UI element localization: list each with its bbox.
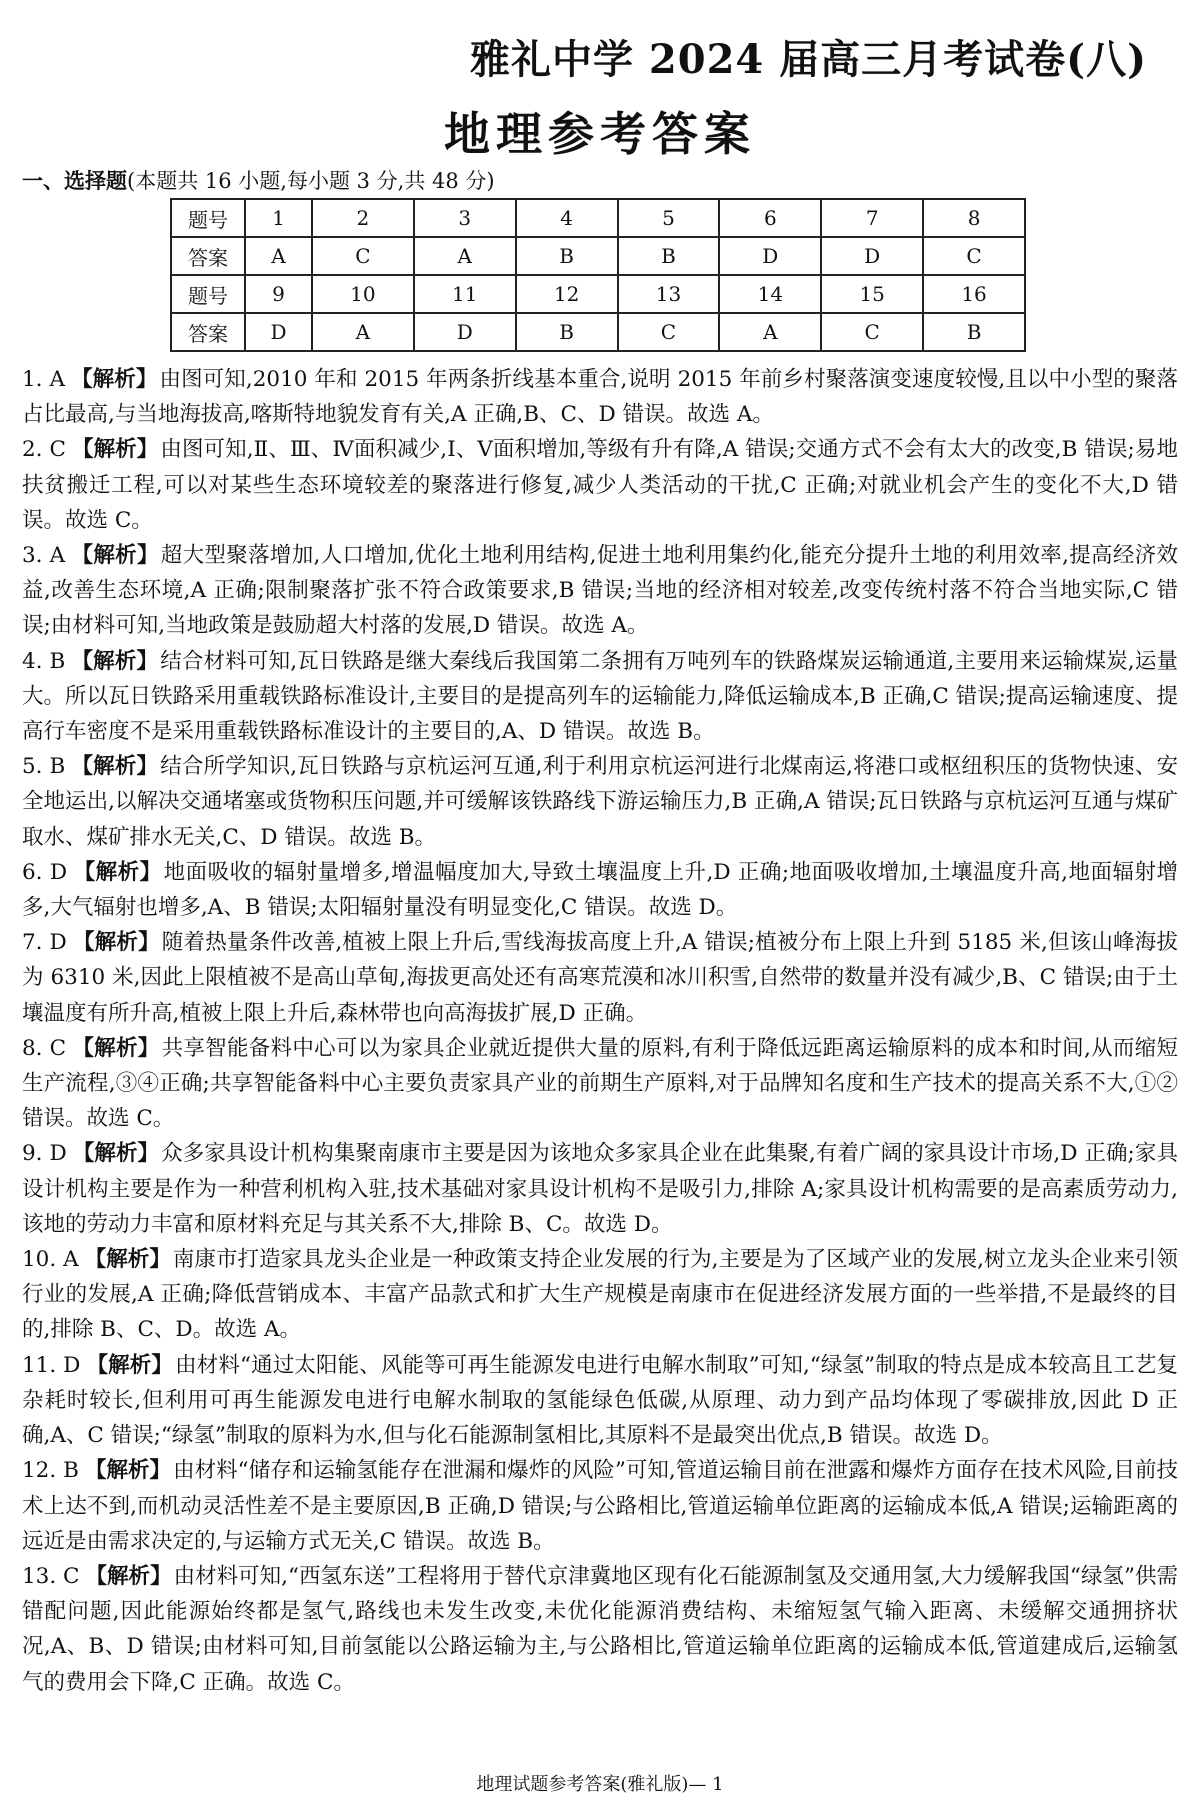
table-cell: B [923, 313, 1025, 351]
table-row [171, 237, 1025, 275]
analysis-text: 结合材料可知,瓦日铁路是继大秦线后我国第二条拥有万吨列车的铁路煤炭运输通道,主要用来运输煤炭,运量大。所以瓦日铁路采用重载铁路标准设计,主要目的是提高列车的运输能力,降低运输成本,B 正确,C 错误;提高运输速度、提高行车密度不是采用重载铁路标准设计的主要目的,A、D 错误。故选 B。 [22, 648, 1178, 745]
table-cell: 1 [245, 199, 312, 237]
analysis-text: 结合所学知识,瓦日铁路与京杭运河互通,利于利用京杭运河进行北煤南运,将港口或枢纽积压的货物快速、安全地运出,以解决交通堵塞或货物积压问题,并可缓解该铁路线下游运输压力,B 正确,A 错误;瓦日铁路与京杭运河互通与煤矿取水、煤矿排水无关,C、D 错误。故选 B。 [22, 754, 1178, 850]
table-cell: 11 [414, 275, 516, 313]
analysis-text: 由图可知,Ⅱ、Ⅲ、Ⅳ面积减少,Ⅰ、Ⅴ面积增加,等级有升有降,A 错误;交通方式不会有太大的改变,B 错误;易地扶贫搬迁工程,可以对某些生态环境较差的聚落进行修复,减少人类活动的干扰,C 正确;对就业机会产生的变化不大,D 错误。故选 C。 [22, 437, 1178, 533]
table-cell: A [719, 313, 821, 351]
analysis-tag: 【解析】 [85, 1563, 172, 1589]
section-heading [22, 165, 495, 195]
analysis-text: 地面吸收的辐射量增多,增温幅度加大,导致土壤温度上升,D 正确;地面吸收增加,土壤温度升高,地面辐射增多,大气辐射也增多,A、B 错误;太阳辐射量没有明显变化,C 错误。故选 D。 [22, 859, 1178, 921]
question-answer: 2. C [22, 437, 66, 463]
list-item [22, 1559, 1178, 1700]
analysis-text: 由材料“储存和运输氢能存在泄漏和爆炸的风险”可知,管道运输目前在泄露和爆炸方面存在技术风险,目前技术上达不到,而机动灵活性差不是主要原因,B 正确,D 错误;与公路相比,管道运输单位距离的运输成本低,A 错误;运输距离的远近是由需求决定的,与运输方式无关,C 错误。故选 B。 [22, 1458, 1178, 1554]
table-cell: 14 [719, 275, 821, 313]
analysis-tag: 【解析】 [84, 1247, 171, 1273]
table-cell: 4 [516, 199, 618, 237]
row-header: 答案 [171, 313, 245, 351]
row-header: 答案 [171, 237, 245, 275]
analysis-tag: 【解析】 [71, 648, 159, 674]
analysis-text: 超大型聚落增加,人口增加,优化土地利用结构,促进土地利用集约化,能充分提升土地的利用效率,提高经济效益,改善生态环境,A 正确;限制聚落扩张不符合政策要求,B 错误;当地的经济相对较差,改变传统村落不符合当地实际,C 错误;由材料可知,当地政策是鼓励超大村落的发展,D 错误。故选 A。 [22, 543, 1178, 639]
table-cell: B [516, 237, 618, 275]
analysis-tag: 【解析】 [70, 367, 158, 392]
question-answer: 12. B [22, 1458, 79, 1484]
question-answer: 13. C [22, 1563, 80, 1589]
table-cell: 16 [923, 275, 1025, 313]
analysis-tag: 【解析】 [86, 1352, 174, 1378]
analysis-tag: 【解析】 [71, 543, 159, 569]
list-item [22, 1031, 1178, 1137]
answer-key-title: 地理参考答案 [444, 107, 756, 161]
analysis-tag: 【解析】 [72, 930, 160, 956]
table-cell: C [923, 237, 1025, 275]
list-item [22, 1348, 1178, 1454]
analysis-text: 随着热量条件改善,植被上限上升后,雪线海拔高度上升,A 错误;植被分布上限上升到 5185 米,但该山峰海拔为 6310 米,因此上限植被不是高山草甸,海拔更高处还有高寒荒漠和冰川积雪,自然带的数量并没有减少,B、C 错误;由于土壤温度有所升高,植被上限上升后,森林带也向高海拔扩展,D 正确。 [22, 930, 1178, 1026]
explanation-list [22, 362, 1178, 1700]
list-item [22, 855, 1178, 925]
analysis-tag: 【解析】 [71, 437, 159, 463]
table-cell: A [312, 313, 414, 351]
table-cell: 13 [618, 275, 720, 313]
table-cell: C [821, 313, 923, 351]
table-cell: 5 [618, 199, 720, 237]
question-answer: 7. D [22, 930, 67, 956]
question-answer: 4. B [22, 648, 66, 674]
table-cell: A [245, 237, 312, 275]
section-note: (本题共 16 小题,每小题 3 分,共 48 分) [127, 169, 495, 193]
question-answer: 5. B [22, 754, 66, 780]
list-item [22, 644, 1178, 750]
analysis-text: 由材料可知,“西氢东送”工程将用于替代京津冀地区现有化石能源制氢及交通用氢,大力缓解我国“绿氢”供需错配问题,因此能源始终都是氢气,路线也未发生改变,未优化能源消费结构、未缩短氢气输入距离、未缓解交通拥挤状况,A、B、D 错误;由材料可知,目前氢能以公路运输为主,与公路相比,管道运输单位距离的运输成本低,管道建成后,运输氢气的费用会下降,C 正确。故选 C。 [22, 1563, 1178, 1695]
question-answer: 8. C [22, 1035, 67, 1061]
table-cell: D [414, 313, 516, 351]
table-cell: 9 [245, 275, 312, 313]
analysis-text: 众多家具设计机构集聚南康市主要是因为该地众多家具企业在此集聚,有着广阔的家具设计市场,D 正确;家具设计机构主要是作为一种营利机构入驻,技术基础对家具设计机构不是吸引力,排除 A;家具设计机构需要的是高素质劳动力,该地的劳动力丰富和原材料充足与其关系不大,排除 B、C。故选 D。 [22, 1141, 1178, 1237]
analysis-tag: 【解析】 [72, 1141, 160, 1167]
table-cell: 7 [821, 199, 923, 237]
list-item [22, 432, 1178, 538]
list-item [22, 1453, 1178, 1559]
table-cell: D [821, 237, 923, 275]
analysis-tag: 【解析】 [72, 1035, 160, 1061]
table-cell: 8 [923, 199, 1025, 237]
table-cell: D [719, 237, 821, 275]
question-answer: 11. D [22, 1352, 81, 1378]
exam-title: 雅礼中学 2024 届高三月考试卷(八) [470, 36, 1148, 83]
analysis-text: 由图可知,2010 年和 2015 年两条折线基本重合,说明 2015 年前乡村聚落演变速度较慢,且以中小型的聚落占比最高,与当地海拔高,喀斯特地貌发育有关,A 正确,B、C、D 错误。故选 A。 [22, 367, 1179, 428]
analysis-tag: 【解析】 [84, 1458, 172, 1484]
list-item [22, 925, 1178, 1031]
table-cell: 10 [312, 275, 414, 313]
row-header: 题号 [171, 199, 245, 237]
question-answer: 9. D [22, 1141, 67, 1167]
table-cell: C [312, 237, 414, 275]
table-row [171, 275, 1025, 313]
analysis-tag: 【解析】 [73, 859, 162, 885]
question-answer: 10. A [22, 1247, 79, 1273]
analysis-tag: 【解析】 [71, 754, 159, 780]
answer-table [170, 198, 1026, 352]
table-cell: B [516, 313, 618, 351]
question-answer: 6. D [22, 859, 68, 885]
analysis-text: 共享智能备料中心可以为家具企业就近提供大量的原料,有利于降低远距离运输原料的成本和时间,从而缩短生产流程,③④正确;共享智能备料中心主要负责家具产业的前期生产原料,对于品牌知名度和生产技术的提高关系不大,①②错误。故选 C。 [22, 1035, 1178, 1132]
section-label: 一、选择题 [22, 168, 127, 193]
analysis-text: 南康市打造家具龙头企业是一种政策支持企业发展的行为,主要是为了区域产业的发展,树立龙头企业来引领行业的发展,A 正确;降低营销成本、丰富产品款式和扩大生产规模是南康市在促进经济发展方面的一些举措,不是最终的目的,排除 B、C、D。故选 A。 [22, 1247, 1178, 1343]
list-item [22, 1242, 1178, 1348]
table-cell: 2 [312, 199, 414, 237]
table-row [171, 313, 1025, 351]
table-cell: A [414, 237, 516, 275]
table-cell: B [618, 237, 720, 275]
analysis-text: 由材料“通过太阳能、风能等可再生能源发电进行电解水制取”可知,“绿氢”制取的特点是成本较高且工艺复杂耗时较长,但利用可再生能源发电进行电解水制取的氢能绿色低碳,从原理、动力到产品均体现了零碳排放,因此 D 正确,A、C 错误;“绿氢”制取的原料为水,但与化石能源制氢相比,其原料不是最突出优点,B 错误。故选 D。 [22, 1352, 1178, 1449]
list-item [22, 538, 1178, 644]
list-item [22, 362, 1178, 432]
row-header: 题号 [171, 275, 245, 313]
table-cell: 6 [719, 199, 821, 237]
table-cell: 12 [516, 275, 618, 313]
list-item [22, 1136, 1178, 1242]
table-cell: 3 [414, 199, 516, 237]
question-answer: 1. A [22, 367, 65, 392]
list-item [22, 749, 1178, 855]
question-answer: 3. A [22, 543, 66, 569]
table-cell: 15 [821, 275, 923, 313]
table-cell: C [618, 313, 720, 351]
table-row [171, 199, 1025, 237]
table-cell: D [245, 313, 312, 351]
page-footer: 地理试题参考答案(雅礼版)— 1 [476, 1774, 724, 1795]
